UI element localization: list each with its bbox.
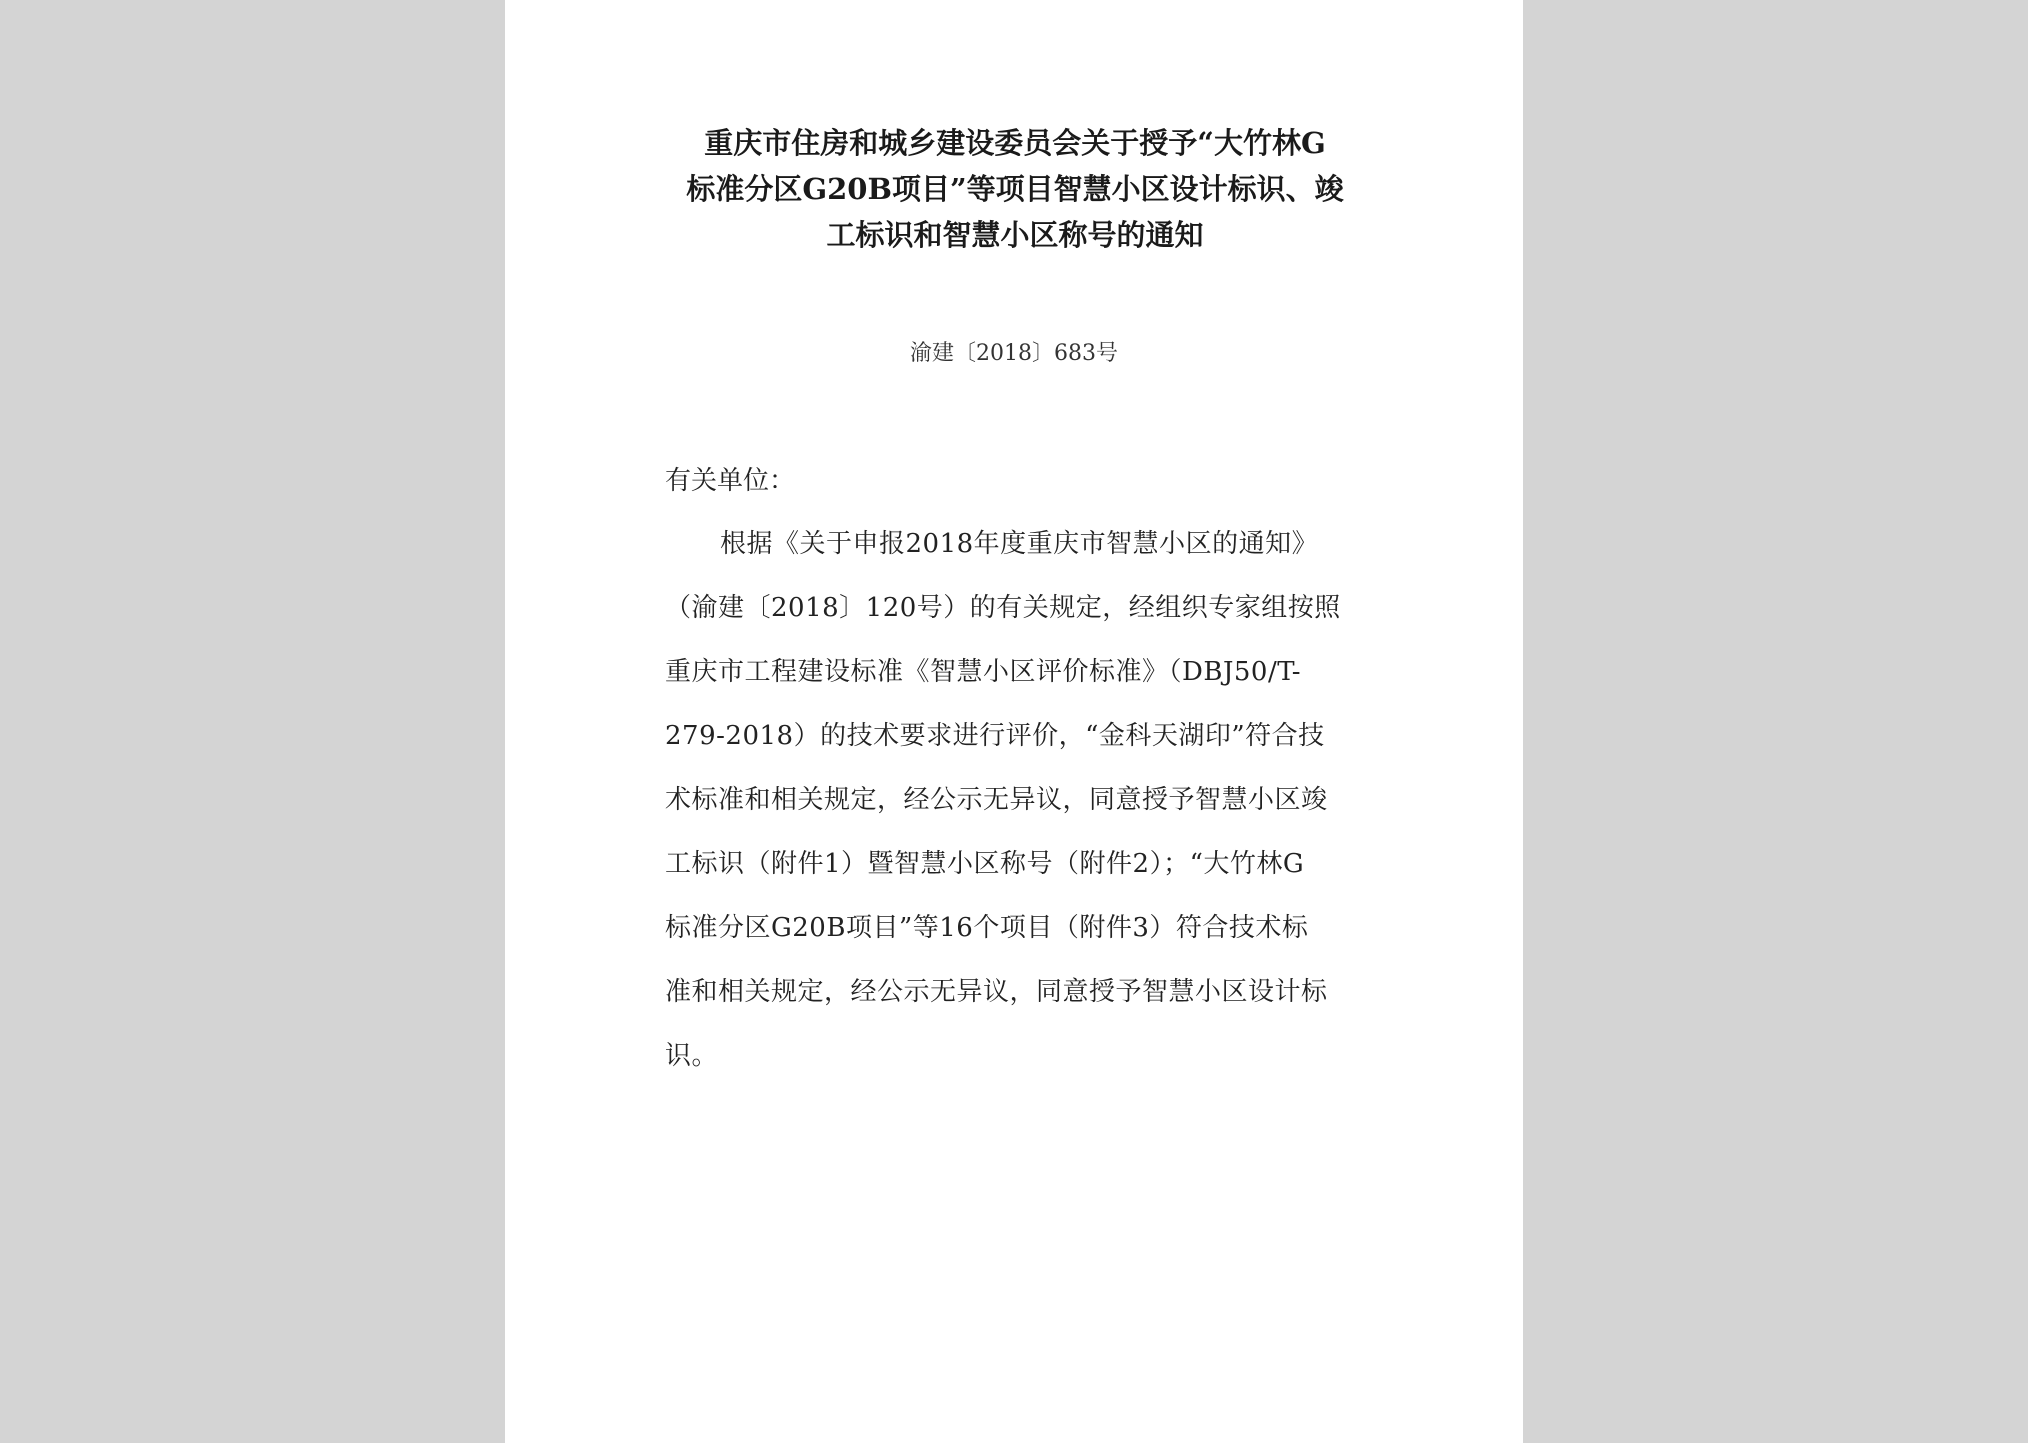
body-line: 准和相关规定，经公示无异议，同意授予智慧小区设计标 xyxy=(665,977,1328,1007)
body-line: 279-2018）的技术要求进行评价，“金科天湖印”符合技 xyxy=(665,721,1325,751)
addressee: 有关单位： xyxy=(665,466,796,496)
body-line: 标准分区G20B项目”等16个项目（附件3）符合技术标 xyxy=(665,913,1309,943)
body-line: 重庆市工程建设标准《智慧小区评价标准》（DBJ50/T- xyxy=(665,657,1301,687)
body-line: 根据《关于申报2018年度重庆市智慧小区的通知》 xyxy=(720,529,1319,559)
body-line: 术标准和相关规定，经公示无异议，同意授予智慧小区竣 xyxy=(665,785,1328,815)
title-line: 标准分区G20B项目”等项目智慧小区设计标识、竣 xyxy=(686,172,1344,206)
document-title xyxy=(645,120,1385,258)
title-line: 重庆市住房和城乡建设委员会关于授予“大竹林G xyxy=(704,126,1326,160)
body-line: 识。 xyxy=(665,1041,719,1071)
document-number: 渝建〔2018〕683号 xyxy=(910,341,1118,366)
document-page xyxy=(505,0,1523,1443)
body-line: 工标识（附件1）暨智慧小区称号（附件2）；“大竹林G xyxy=(665,849,1305,879)
body-line: （渝建〔2018〕120号）的有关规定，经组织专家组按照 xyxy=(665,593,1341,623)
title-line: 工标识和智慧小区称号的通知 xyxy=(826,218,1204,252)
